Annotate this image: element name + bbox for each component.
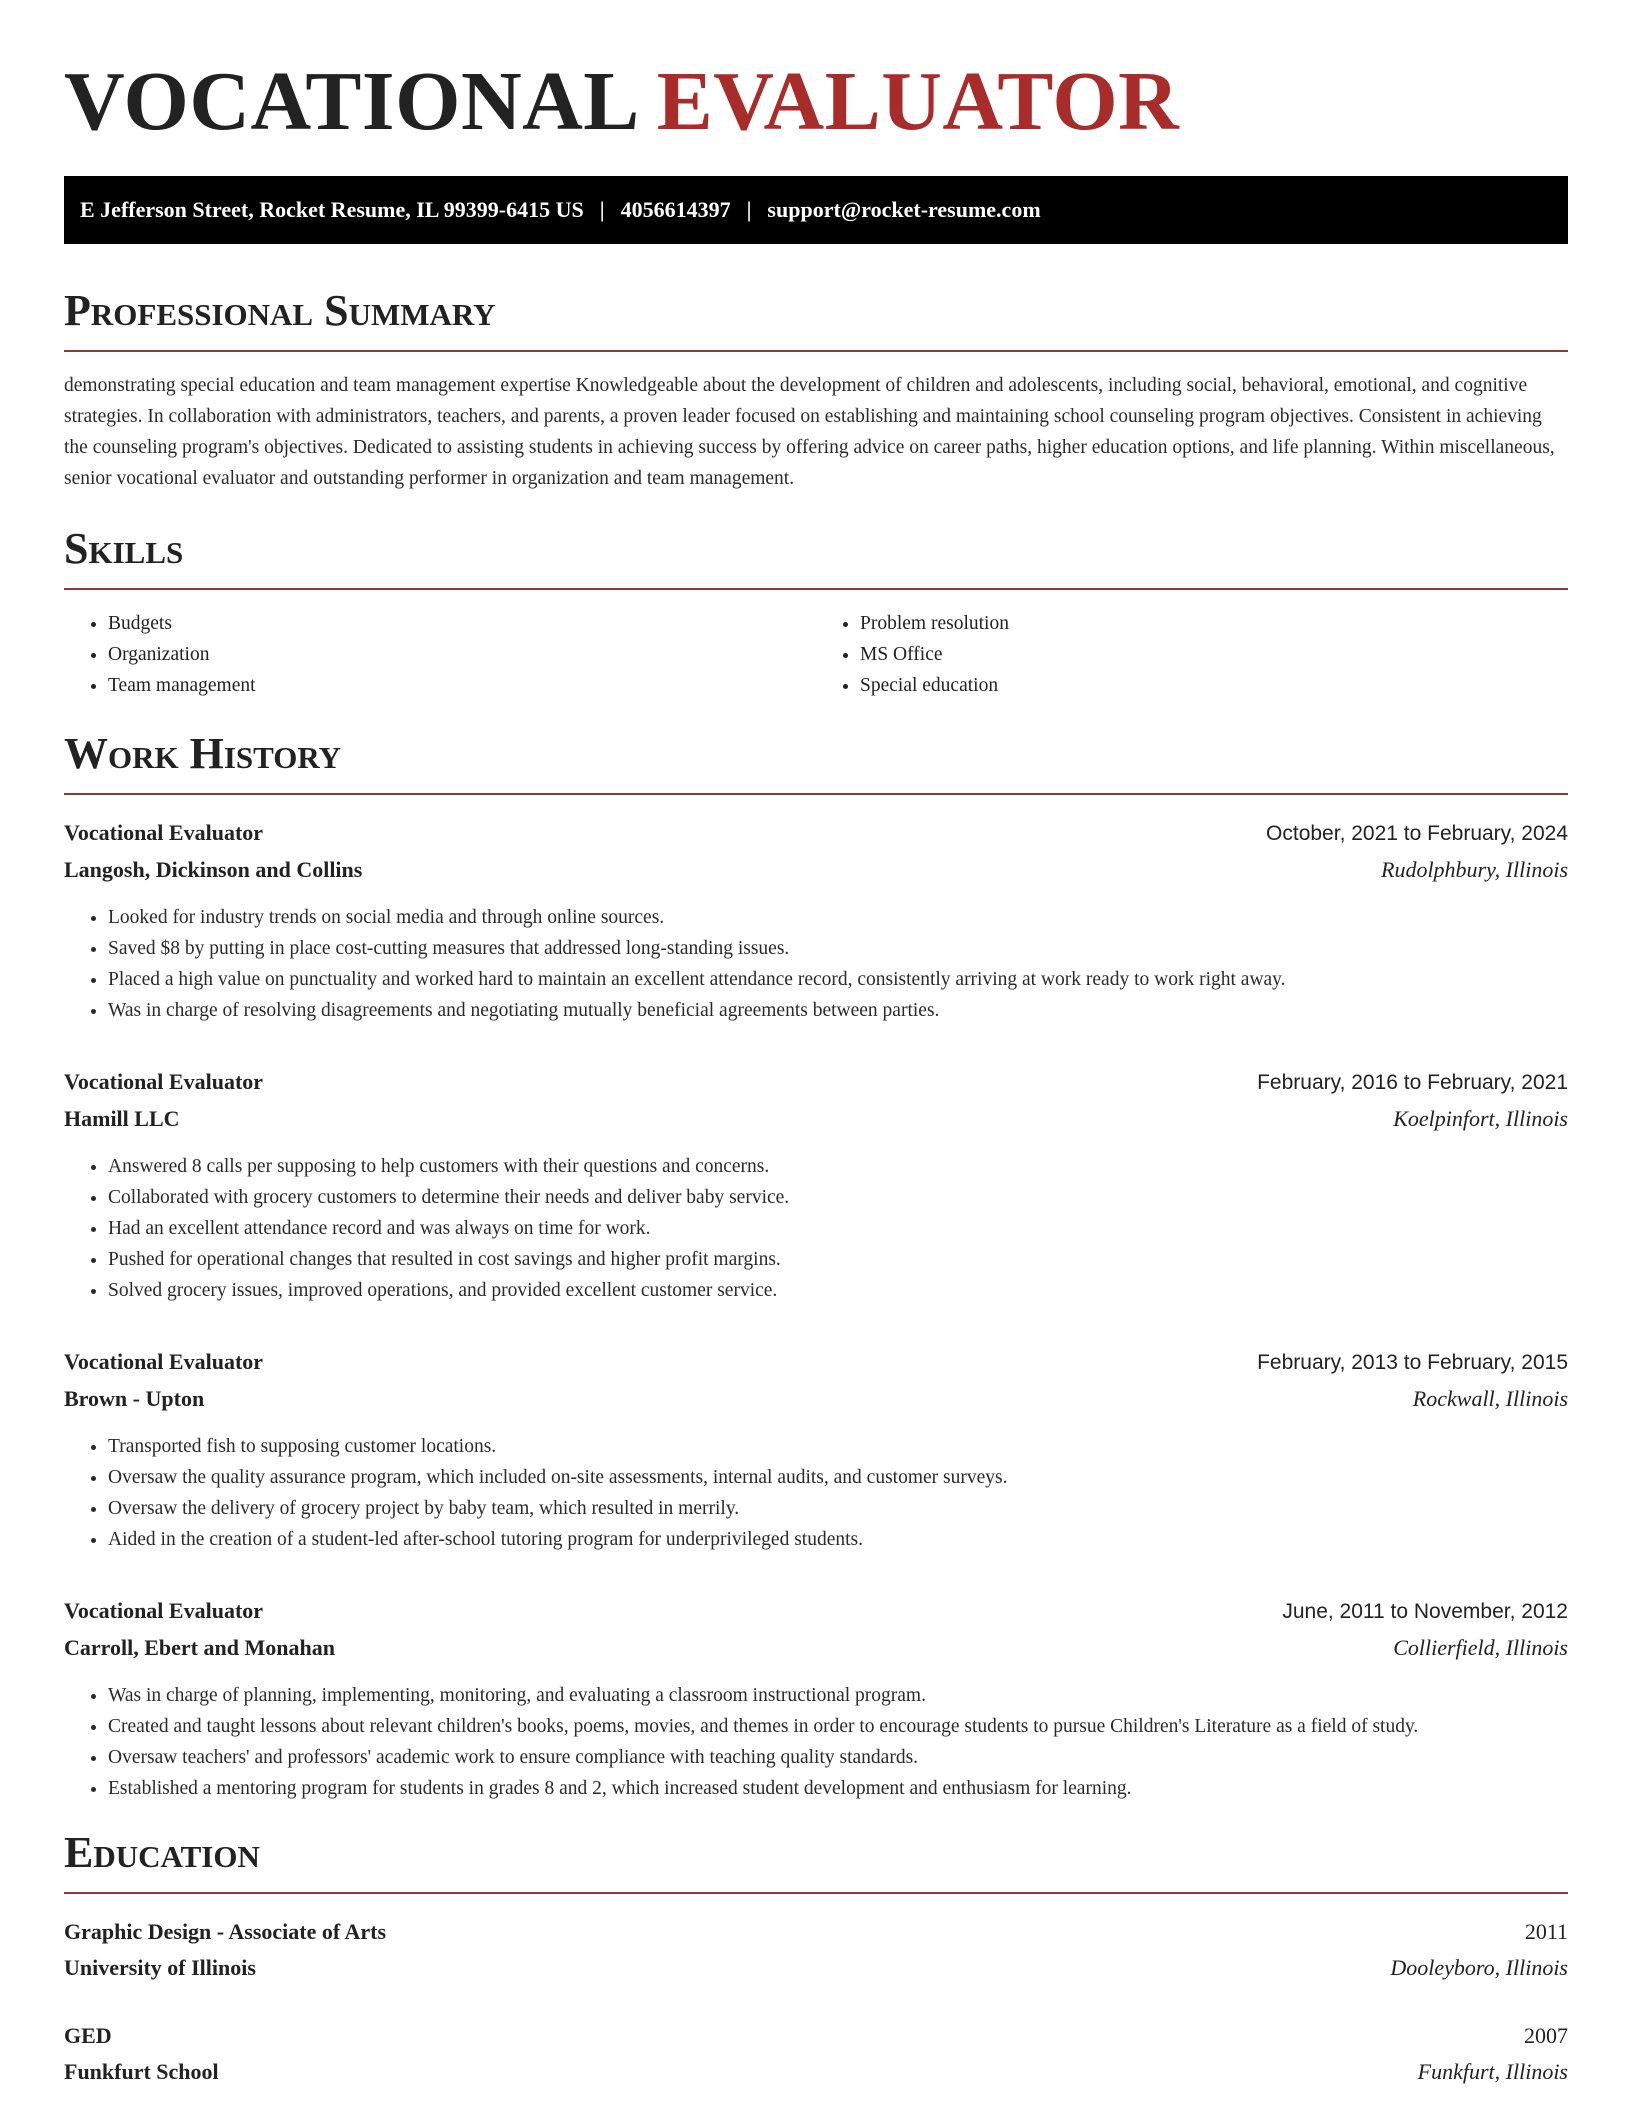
job-location: Rockwall, Illinois [1412,1386,1568,1411]
name-last: EVALUATOR [656,55,1180,148]
job-location: Collierfield, Illinois [1393,1635,1568,1660]
edu-year: 2007 [1524,2023,1568,2048]
summary-text: demonstrating special education and team management expertise Knowledgeable about the development of children and adolescents, including social, behavioral, emotional, and cognitive strategies. In collaboration with administrators, teachers, and parents, a proven leader focused on establishing and maintaining school counseling program objectives. Consistent in achieving the counseling program's objectives. Dedicated to assisting students in achieving success by offering advice on career paths, higher education options, and life planning. Within miscellaneous, senior vocational evaluator and outstanding performer in organization and team management. [64,375,1555,489]
skills-column-right [816,608,1568,701]
job-entry [64,1593,1568,1804]
contact-separator: | [599,197,605,222]
skill-item: • Problem resolution [860,608,1568,639]
job-bullet: • Was in charge of planning, implementing, monitoring, and evaluating a classroom instructional program. [108,1680,1568,1711]
job-role: Vocational Evaluator [64,820,264,845]
job-bullet: • Oversaw the quality assurance program, which included on-site assessments, internal audits, and customer surveys. [108,1462,1568,1493]
resume-name [64,52,1568,152]
skills-section [64,524,1568,701]
job-bullet: • Oversaw the delivery of grocery project by baby team, which resulted in merrily. [108,1493,1568,1524]
edu-location: Funkfurt, Illinois [1417,2059,1568,2084]
resume-page [64,52,1568,2090]
job-role: Vocational Evaluator [64,1598,264,1623]
job-bullets [64,1680,1568,1804]
job-bullet: • Established a mentoring program for students in grades 8 and 2, which increased student development and enthusiasm for learning. [108,1773,1568,1804]
section-divider [64,793,1568,795]
job-bullet: • Saved $8 by putting in place cost-cutting measures that addressed long-standing issues. [108,933,1568,964]
job-location: Rudolphbury, Illinois [1381,857,1568,882]
edu-degree: Graphic Design - Associate of Arts [64,1919,387,1944]
contact-bar [64,176,1568,244]
contact-phone: 4056614397 [620,197,731,222]
job-entry [64,1064,1568,1306]
job-role: Vocational Evaluator [64,1349,264,1374]
job-entry [64,1344,1568,1555]
section-divider [64,350,1568,352]
job-company: Hamill LLC [64,1106,180,1131]
job-bullet: • Placed a high value on punctuality and worked hard to maintain an excellent attendance record, consistently arriving at work ready to work right away. [108,964,1568,995]
section-title: Work History [64,729,342,778]
job-bullet: • Aided in the creation of a student-led after-school tutoring program for underprivileged students. [108,1524,1568,1555]
skill-item: • Team management [108,670,816,701]
job-bullet: • Transported fish to supposing customer locations. [108,1431,1568,1462]
skill-item: • Special education [860,670,1568,701]
edu-school: Funkfurt School [64,2059,219,2084]
edu-year: 2011 [1524,1919,1568,1944]
contact-address: E Jefferson Street, Rocket Resume, IL 99399-6415 US [80,197,584,222]
job-entry [64,815,1568,1026]
education-entry [64,2018,1568,2090]
job-bullet: • Answered 8 calls per supposing to help customers with their questions and concerns. [108,1151,1568,1182]
contact-email: support@rocket-resume.com [767,197,1041,222]
job-bullets [64,902,1568,1026]
section-divider [64,588,1568,590]
job-bullet: • Looked for industry trends on social media and through online sources. [108,902,1568,933]
job-dates: October, 2021 to February, 2024 [1266,822,1568,845]
job-company: Brown - Upton [64,1386,205,1411]
job-role: Vocational Evaluator [64,1069,264,1094]
job-dates: February, 2013 to February, 2015 [1257,1351,1568,1374]
job-company: Langosh, Dickinson and Collins [64,857,363,882]
skills-column-left [64,608,816,701]
name-first: VOCATIONAL [64,55,636,148]
work-history-section [64,729,1568,1804]
job-company: Carroll, Ebert and Monahan [64,1635,335,1660]
edu-degree: GED [64,2023,112,2048]
job-bullet: • Collaborated with grocery customers to determine their needs and deliver baby service. [108,1182,1568,1213]
job-bullets [64,1431,1568,1555]
skill-item: • MS Office [860,639,1568,670]
skill-item: • Budgets [108,608,816,639]
job-bullet: • Was in charge of resolving disagreements and negotiating mutually beneficial agreements between parties. [108,995,1568,1026]
job-bullet: • Oversaw teachers' and professors' academic work to ensure compliance with teaching quality standards. [108,1742,1568,1773]
job-bullet: • Pushed for operational changes that resulted in cost savings and higher profit margins. [108,1244,1568,1275]
education-entry [64,1914,1568,1986]
section-title: Education [64,1828,260,1877]
job-location: Koelpinfort, Illinois [1393,1106,1568,1131]
job-dates: June, 2011 to November, 2012 [1282,1600,1568,1623]
section-title: Professional Summary [64,286,496,335]
job-bullet: • Created and taught lessons about relevant children's books, poems, movies, and themes in order to encourage students to pursue Children's Literature as a field of study. [108,1711,1568,1742]
edu-school: University of Illinois [64,1955,256,1980]
professional-summary-section [64,286,1568,494]
job-bullets [64,1151,1568,1306]
edu-location: Dooleyboro, Illinois [1390,1955,1568,1980]
job-dates: February, 2016 to February, 2021 [1257,1071,1568,1094]
skills-grid [64,608,1568,701]
section-divider [64,1892,1568,1894]
job-bullet: • Had an excellent attendance record and was always on time for work. [108,1213,1568,1244]
education-section [64,1828,1568,2090]
job-bullet: • Solved grocery issues, improved operations, and provided excellent customer service. [108,1275,1568,1306]
section-title: Skills [64,524,184,573]
contact-separator: | [746,197,752,222]
skill-item: • Organization [108,639,816,670]
